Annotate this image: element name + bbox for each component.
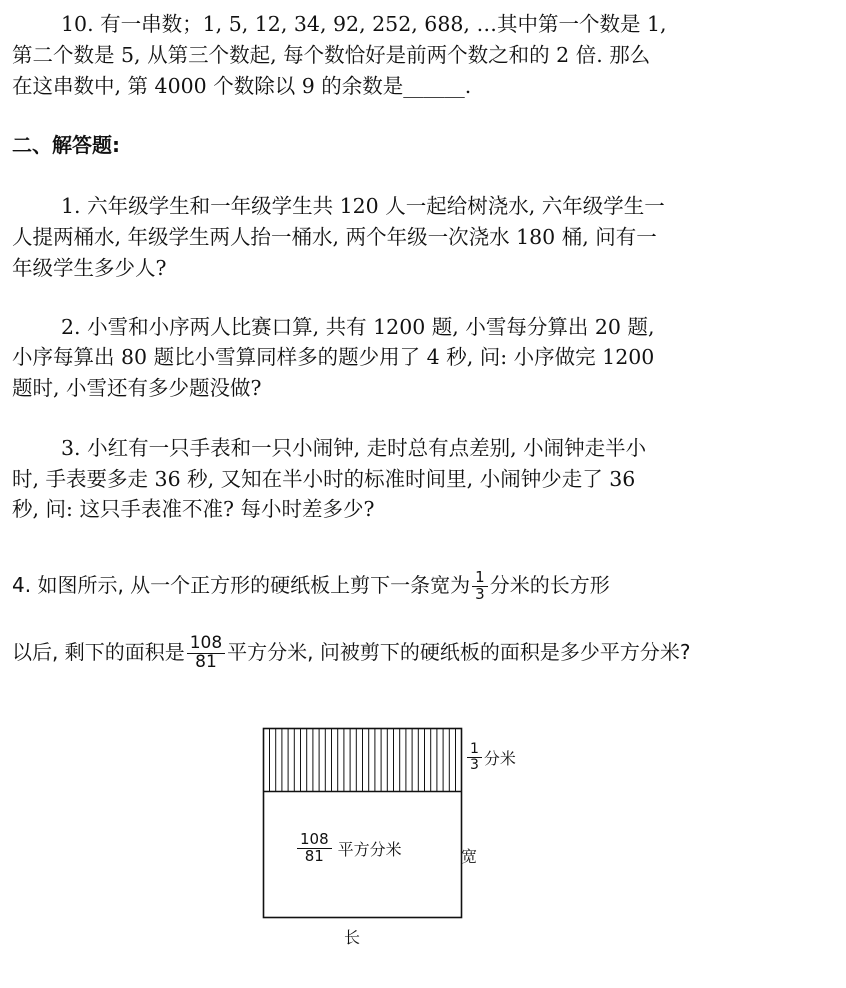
q10-line-3: 在这串数中, 第 4000 个数除以 9 的余数是______.: [12, 74, 472, 98]
square-diagram: [255, 720, 470, 925]
fraction-numerator: 1: [472, 570, 488, 587]
fraction-one-third: [472, 570, 488, 603]
fraction-108-81: [187, 635, 225, 672]
p2-line-2: 小序每算出 80 题比小雪算同样多的题少用了 4 秒, 问: 小序做完 1200: [12, 345, 655, 369]
strip-unit: 分米: [483, 748, 516, 768]
strip-width-label: [465, 742, 516, 772]
cardboard-figure: [255, 720, 555, 960]
p4-line-2-start: 以后, 剩下的面积是: [12, 640, 185, 664]
p4-line-1-end: 分米的长方形: [489, 573, 610, 597]
p3-line-1: 3. 小红有一只手表和一只小闹钟, 走时总有点差别, 小闹钟走半小: [61, 436, 647, 460]
cut-strip-hatching: [270, 729, 456, 792]
fraction-numerator: 1: [467, 742, 482, 758]
section-title: 二、解答题:: [12, 133, 120, 157]
p2-line-1: 2. 小雪和小序两人比赛口算, 共有 1200 题, 小雪每分算出 20 题,: [61, 315, 655, 339]
p3-line-2: 时, 手表要多走 36 秒, 又知在半小时的标准时间里, 小闹钟少走了 36: [12, 467, 636, 491]
area-unit: 平方分米: [337, 839, 402, 859]
p3-line-3: 秒, 问: 这只手表准不准? 每小时差多少?: [12, 497, 375, 521]
fraction-denominator: 3: [475, 585, 485, 603]
p4-line-1: [12, 563, 610, 607]
remaining-area-label: [295, 832, 402, 865]
fraction-numerator: 108: [187, 635, 225, 654]
q10-line-2: 第二个数是 5, 从第三个数起, 每个数恰好是前两个数之和的 2 倍. 那么: [12, 43, 651, 67]
p4-line-2-end: 平方分米, 问被剪下的硬纸板的面积是多少平方分米?: [227, 640, 691, 664]
p4-line-1-start: 4. 如图所示, 从一个正方形的硬纸板上剪下一条宽为: [12, 573, 471, 597]
strip-fraction: [467, 742, 482, 772]
p1-line-1: 1. 六年级学生和一年级学生共 120 人一起给树浇水, 六年级学生一: [61, 194, 665, 218]
fraction-denominator: 3: [470, 756, 479, 773]
length-label: 长: [344, 928, 361, 947]
p1-line-3: 年级学生多少人?: [12, 256, 167, 280]
p4-line-2: [12, 627, 691, 677]
fraction-denominator: 81: [304, 846, 324, 865]
area-fraction: [297, 832, 332, 865]
q10-line-1: 10. 有一串数；1, 5, 12, 34, 92, 252, 688, …其中第一个数是 1,: [61, 12, 667, 36]
width-label: 宽: [461, 847, 478, 866]
fraction-denominator: 81: [195, 652, 217, 672]
fraction-numerator: 108: [297, 832, 332, 849]
p1-line-2: 人提两桶水, 年级学生两人抬一桶水, 两个年级一次浇水 180 桶, 问有一: [12, 225, 657, 249]
p2-line-3: 题时, 小雪还有多少题没做?: [12, 376, 262, 400]
